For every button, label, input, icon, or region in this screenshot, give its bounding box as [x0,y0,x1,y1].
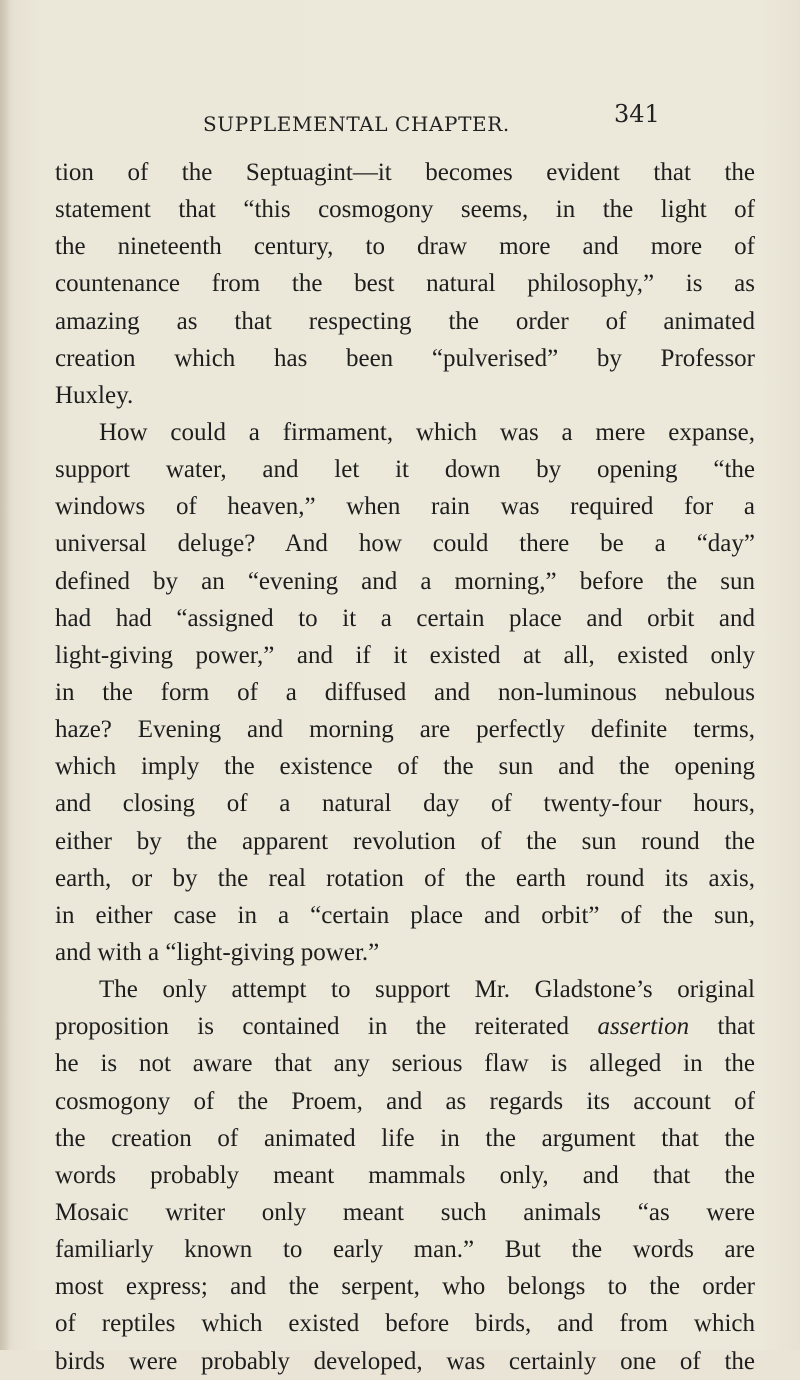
text-line: statement that “this cosmogony seems, in the light of [55,196,755,224]
text-line: the nineteenth century, to draw more and more of [55,233,755,261]
text-line: in the form of a diffused and non-luminous nebulous [55,678,755,706]
page-gutter-shadow [0,0,10,1350]
text-segment: that [717,1013,756,1041]
text-line: haze? Evening and morning are perfectly definite terms, [55,716,755,744]
text-line: countenance from the best natural philosophy,” is as [55,270,755,298]
text-line: of reptiles which existed before birds, and from which [55,1310,755,1338]
text-line: defined by an “evening and a morning,” before the sun [55,567,755,595]
text-line: Mosaic writer only meant such animals “as were [55,1198,755,1226]
text-line: earth, or by the real rotation of the earth round its axis, [55,864,755,892]
page-number: 341 [614,100,660,128]
text-line: amazing as that respecting the order of animated [55,307,755,335]
paragraph-start-line: How could a firmament, which was a mere expanse, [99,418,755,446]
text-line: the creation of animated life in the argument that the [55,1124,755,1152]
text-line-with-emphasis [55,1008,755,1045]
text-line: universal deluge? And how could there be a “day” [55,530,755,558]
text-line: which imply the existence of the sun and the opening [55,753,755,781]
text-line: either by the apparent revolution of the sun round the [55,827,755,855]
text-line: he is not aware that any serious flaw is alleged in the [55,1050,755,1078]
text-line: most express; and the serpent, who belongs to the order [55,1273,755,1301]
paragraph-end-line: Huxley. [55,381,134,409]
running-head: SUPPLEMENTAL CHAPTER. [203,112,510,136]
italic-word: assertion [597,1013,690,1041]
text-segment: proposition is contained in the reiterated [55,1013,570,1041]
text-line: light-giving power,” and if it existed at all, existed only [55,641,755,669]
text-line: birds were probably developed, was certainly one of the [55,1347,755,1375]
text-line: in either case in a “certain place and orbit” of the sun, [55,901,755,929]
text-line: support water, and let it down by opening “the [55,456,755,484]
text-line: windows of heaven,” when rain was required for a [55,493,755,521]
text-line: words probably meant mammals only, and that the [55,1161,755,1189]
text-line: tion of the Septuagint—it becomes evident that the [55,159,755,186]
text-line: creation which has been “pulverised” by Professor [55,344,755,372]
body-text [55,154,755,1380]
paragraph-end-line: and with a “light-giving power.” [55,938,380,966]
text-line: familiarly known to early man.” But the words are [55,1236,755,1264]
text-line: had had “assigned to it a certain place and orbit and [55,604,755,632]
paragraph-start-line: The only attempt to support Mr. Gladstone’s original [99,976,755,1004]
text-line: and closing of a natural day of twenty-four hours, [55,790,755,818]
text-line: cosmogony of the Proem, and as regards its account of [55,1087,755,1115]
